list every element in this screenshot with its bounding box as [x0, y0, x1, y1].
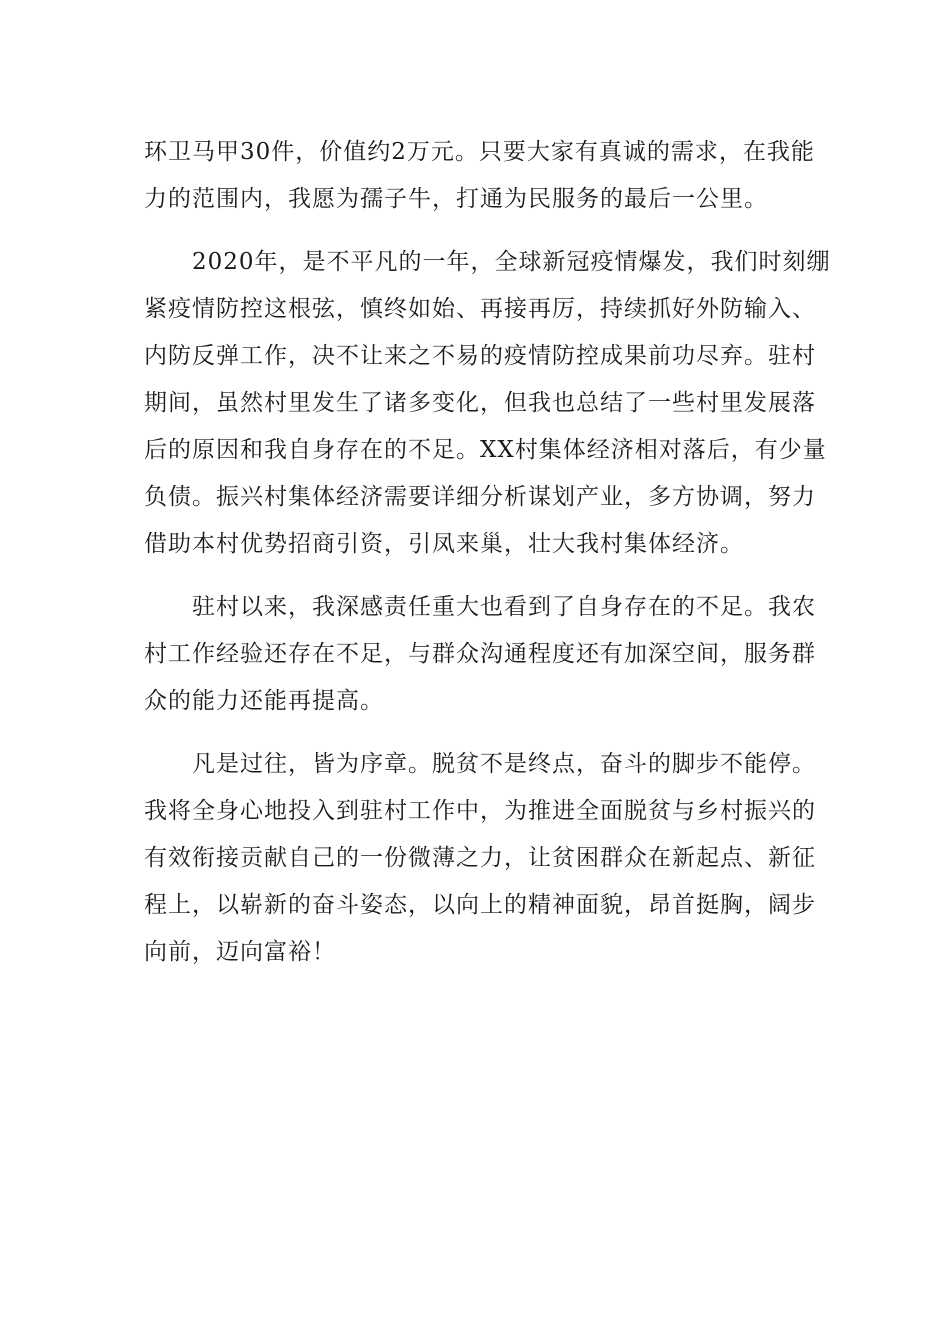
text-line: 众的能力还能再提高。 — [144, 688, 384, 714]
text-line: 驻村以来，我深感责任重大也看到了自身存在的不足。我农 — [144, 594, 816, 620]
text-line: 村工作经验还存在不足，与群众沟通程度还有加深空间，服务群 — [144, 641, 816, 667]
text-line: 向前，迈向富裕！ — [144, 939, 336, 965]
text-line: 我将全身心地投入到驻村工作中，为推进全面脱贫与乡村振兴的 — [144, 798, 816, 824]
text-line: 后的原因和我自身存在的不足。XX村集体经济相对落后，有少量 — [144, 437, 827, 463]
text-line: 紧疫情防控这根弦，慎终如始、再接再厉，持续抓好外防输入、 — [144, 296, 816, 322]
text-line: 凡是过往，皆为序章。脱贫不是终点，奋斗的脚步不能停。 — [144, 751, 816, 777]
text-line: 力的范围内，我愿为孺子牛，打通为民服务的最后一公里。 — [144, 186, 768, 212]
text-line: 环卫马甲30件，价值约2万元。只要大家有真诚的需求，在我能 — [144, 139, 815, 165]
document-body — [144, 129, 831, 976]
text-line: 负债。振兴村集体经济需要详细分析谋划产业，多方协调，努力 — [144, 484, 816, 510]
text-line: 期间，虽然村里发生了诸多变化，但我也总结了一些村里发展落 — [144, 390, 816, 416]
paragraph-1 — [144, 129, 815, 223]
text-line: 有效衔接贡献自己的一份微薄之力，让贫困群众在新起点、新征 — [144, 845, 816, 871]
text-line: 程上，以崭新的奋斗姿态，以向上的精神面貌，昂首挺胸，阔步 — [144, 892, 816, 918]
paragraph-2 — [144, 239, 831, 568]
paragraph-3 — [144, 584, 816, 725]
text-line: 内防反弹工作，决不让来之不易的疫情防控成果前功尽弃。驻村 — [144, 343, 816, 369]
paragraph-4 — [144, 741, 816, 976]
text-line: 借助本村优势招商引资，引凤来巢，壮大我村集体经济。 — [144, 531, 744, 557]
text-line: 2020年，是不平凡的一年，全球新冠疫情爆发，我们时刻绷 — [144, 249, 831, 275]
